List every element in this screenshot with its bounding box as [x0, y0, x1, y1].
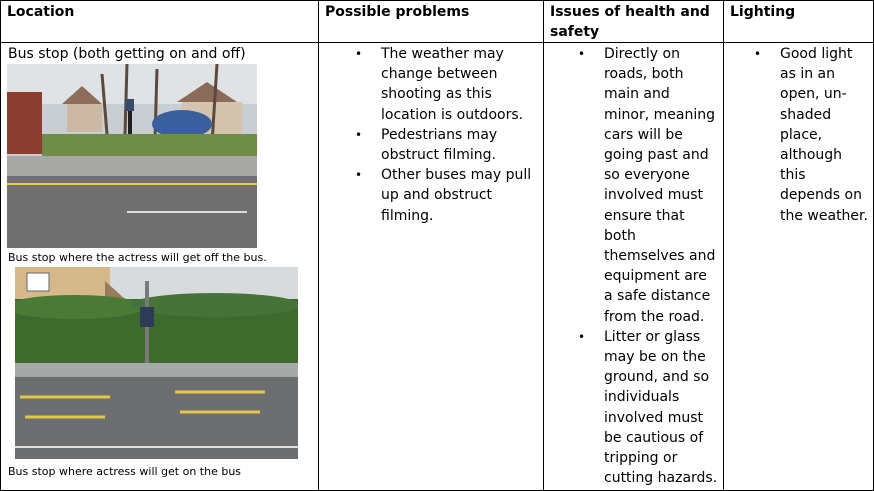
location-title: Bus stop (both getting on and off)	[8, 46, 246, 62]
list-item: • Directly on roads, both main and minor, meaning cars will be going past and so everyone involved must ensure that both themselves and equipment are a safe distance from the road.	[578, 46, 716, 325]
header-possible-problems: Possible problems	[319, 1, 544, 43]
bullet-icon: •	[754, 47, 762, 61]
list-item: • Pedestrians may obstruct filming.	[355, 126, 498, 164]
list-item: • Other buses may pull up and obstruct filming.	[355, 167, 532, 224]
lighting-list	[724, 43, 873, 226]
health-cell	[544, 43, 724, 491]
bullet-icon: •	[578, 47, 586, 61]
header-row	[1, 1, 874, 43]
content-row	[1, 43, 874, 491]
caption-get-off: Bus stop where the actress will get off the bus.	[8, 251, 267, 264]
header-lighting: Lighting	[724, 1, 874, 43]
header-location: Location	[1, 1, 319, 43]
list-item: • Litter or glass may be on the ground, and so individuals involved must be cautious of tripping or cutting hazards.	[578, 328, 718, 487]
caption-get-on: Bus stop where actress will get on the bus	[8, 465, 242, 478]
bullet-icon: •	[355, 127, 363, 142]
bullet-icon: •	[355, 47, 363, 61]
header-health-safety: Issues of health and safety	[544, 1, 724, 43]
health-list	[544, 43, 723, 488]
bus-stop-on-photo	[15, 267, 298, 459]
bus-stop-off-photo	[7, 64, 257, 248]
bullet-icon: •	[578, 329, 586, 344]
list-item: • Good light as in an open, un-shaded place, although this depends on the weather.	[754, 46, 868, 224]
lighting-cell	[724, 43, 874, 491]
bullet-icon: •	[355, 168, 363, 183]
problems-list	[319, 43, 543, 226]
location-cell	[1, 43, 319, 491]
problems-cell	[319, 43, 544, 491]
list-item: • The weather may change between shooting as this location is outdoors.	[355, 46, 524, 123]
